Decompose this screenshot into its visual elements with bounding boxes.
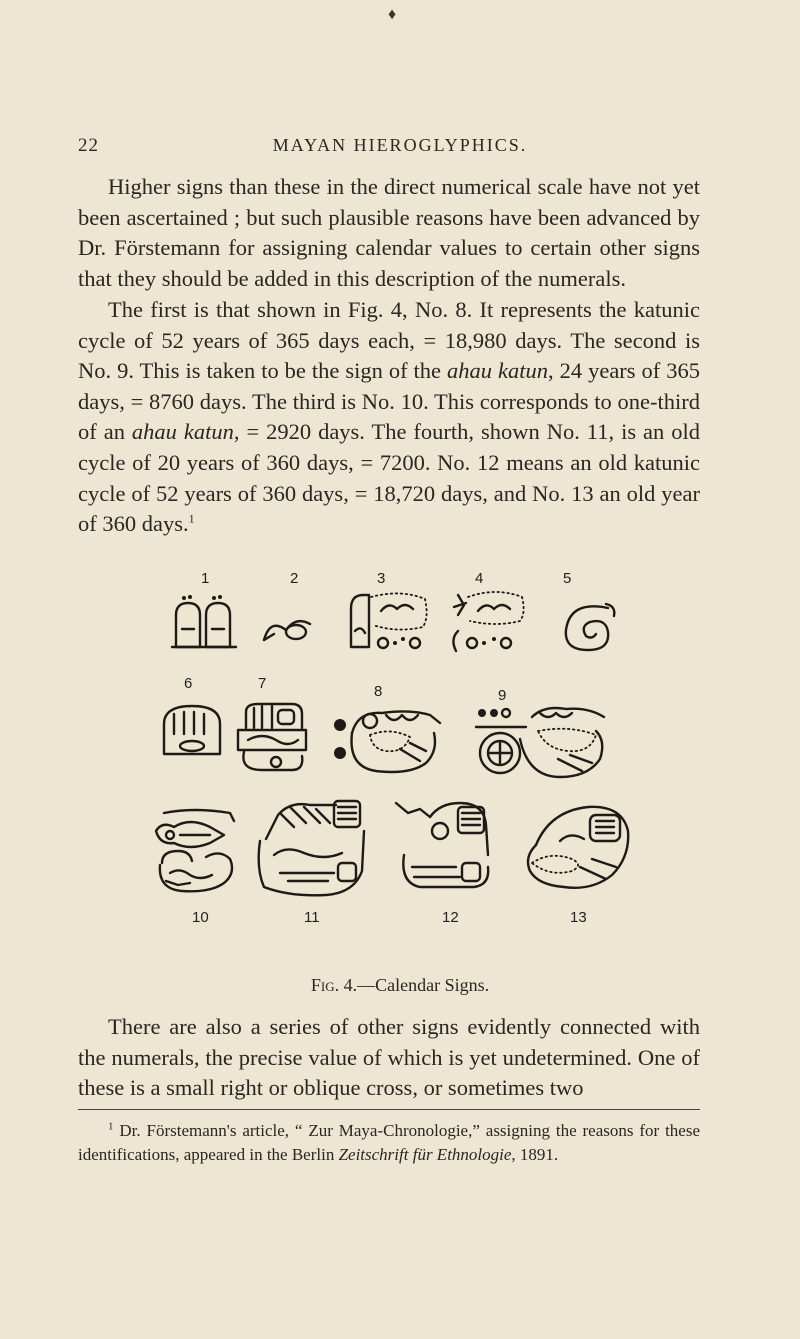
- figure-number-5: 5: [563, 570, 572, 587]
- footnote-text-a: Dr. Förstemann's article, “ Zur Maya-Chronologie,” assigning the reasons for these identifications, appeared in the Berlin: [78, 1121, 700, 1164]
- figure-number-1: 1: [201, 570, 210, 587]
- glyph-6-icon: [158, 700, 228, 765]
- figure-number-7: 7: [258, 675, 267, 692]
- glyph-12-icon: [390, 797, 500, 897]
- paragraph-2-text-a: The first is that shown in Fig. 4, No. 8. It represents the katunic cycle of 52 years of 365 days each, = 18,980 days. The second is No. 9. This is taken to be the sign of the: [78, 297, 700, 384]
- paragraph-2-text-e: , = 2920 days. The fourth, shown No. 11, is an old cycle of 20 years of 360 days, = 7200. No. 12 means an old katunic cycle of 52 years of 360 days, = 18,720 days, and No. 13 an old year of 360 days.: [78, 419, 700, 537]
- page-number: 22: [78, 135, 99, 156]
- paragraph-2-text-c: , 24 years of 365 days, = 8760 days. The third is No. 10. This corresponds to one-third of an: [78, 358, 700, 445]
- footnote-journal-title: Zeitschrift für Ethnologie: [338, 1145, 512, 1164]
- ornament-mark: ♦: [388, 6, 397, 23]
- figure-number-2: 2: [290, 570, 299, 587]
- ahau-katun-term-2: ahau katun: [131, 419, 234, 445]
- footnote: [78, 1119, 700, 1167]
- footnote-mark: 1: [108, 1120, 114, 1133]
- glyph-1-icon: [170, 593, 240, 653]
- glyph-11-icon: [250, 797, 370, 902]
- glyph-9-icon: [470, 703, 610, 783]
- figure-number-6: 6: [184, 675, 193, 692]
- figure-number-8: 8: [374, 683, 383, 700]
- glyph-7-icon: [232, 700, 312, 775]
- figure-number-4: 4: [475, 570, 484, 587]
- footnote-divider: [78, 1109, 700, 1110]
- figure-number-11: 11: [304, 909, 320, 926]
- figure-caption-text: —Calendar Signs.: [357, 975, 490, 995]
- paragraph-3: There are also a series of other signs evidently connected with the numerals, the precise value of which is yet undetermined. One of these is a small right or oblique cross, or sometimes two: [78, 1014, 700, 1101]
- glyph-8-icon: [330, 703, 450, 778]
- figure-number-3: 3: [377, 570, 386, 587]
- glyph-13-icon: [510, 801, 635, 896]
- figure-number-12: 12: [442, 909, 459, 926]
- figure-caption-label: Fig. 4.: [310, 975, 358, 995]
- glyph-2-icon: [260, 610, 315, 650]
- glyph-4-icon: [450, 587, 535, 657]
- figure-caption: [0, 975, 800, 996]
- glyph-10-icon: [150, 805, 250, 900]
- figure-number-13: 13: [570, 909, 587, 926]
- paragraph-2: [78, 295, 700, 540]
- glyph-5-icon: [560, 600, 620, 655]
- paragraph-1: Higher signs than these in the direct numerical scale have not yet been ascertained ; but such plausible reasons have been advanced by Dr. Förstemann for assigning calendar values to certain other signs that they should be added in this description of the numerals.: [78, 174, 700, 291]
- figure-number-9: 9: [498, 687, 507, 704]
- figure-number-10: 10: [192, 909, 209, 926]
- ahau-katun-term-1: ahau katun: [447, 358, 548, 384]
- running-title: MAYAN HIEROGLYPHICS.: [272, 135, 528, 155]
- glyph-3-icon: [345, 587, 435, 657]
- footnote-reference: 1: [188, 511, 195, 526]
- footnote-text-c: , 1891.: [511, 1145, 559, 1164]
- calendar-signs-figure: [150, 565, 650, 970]
